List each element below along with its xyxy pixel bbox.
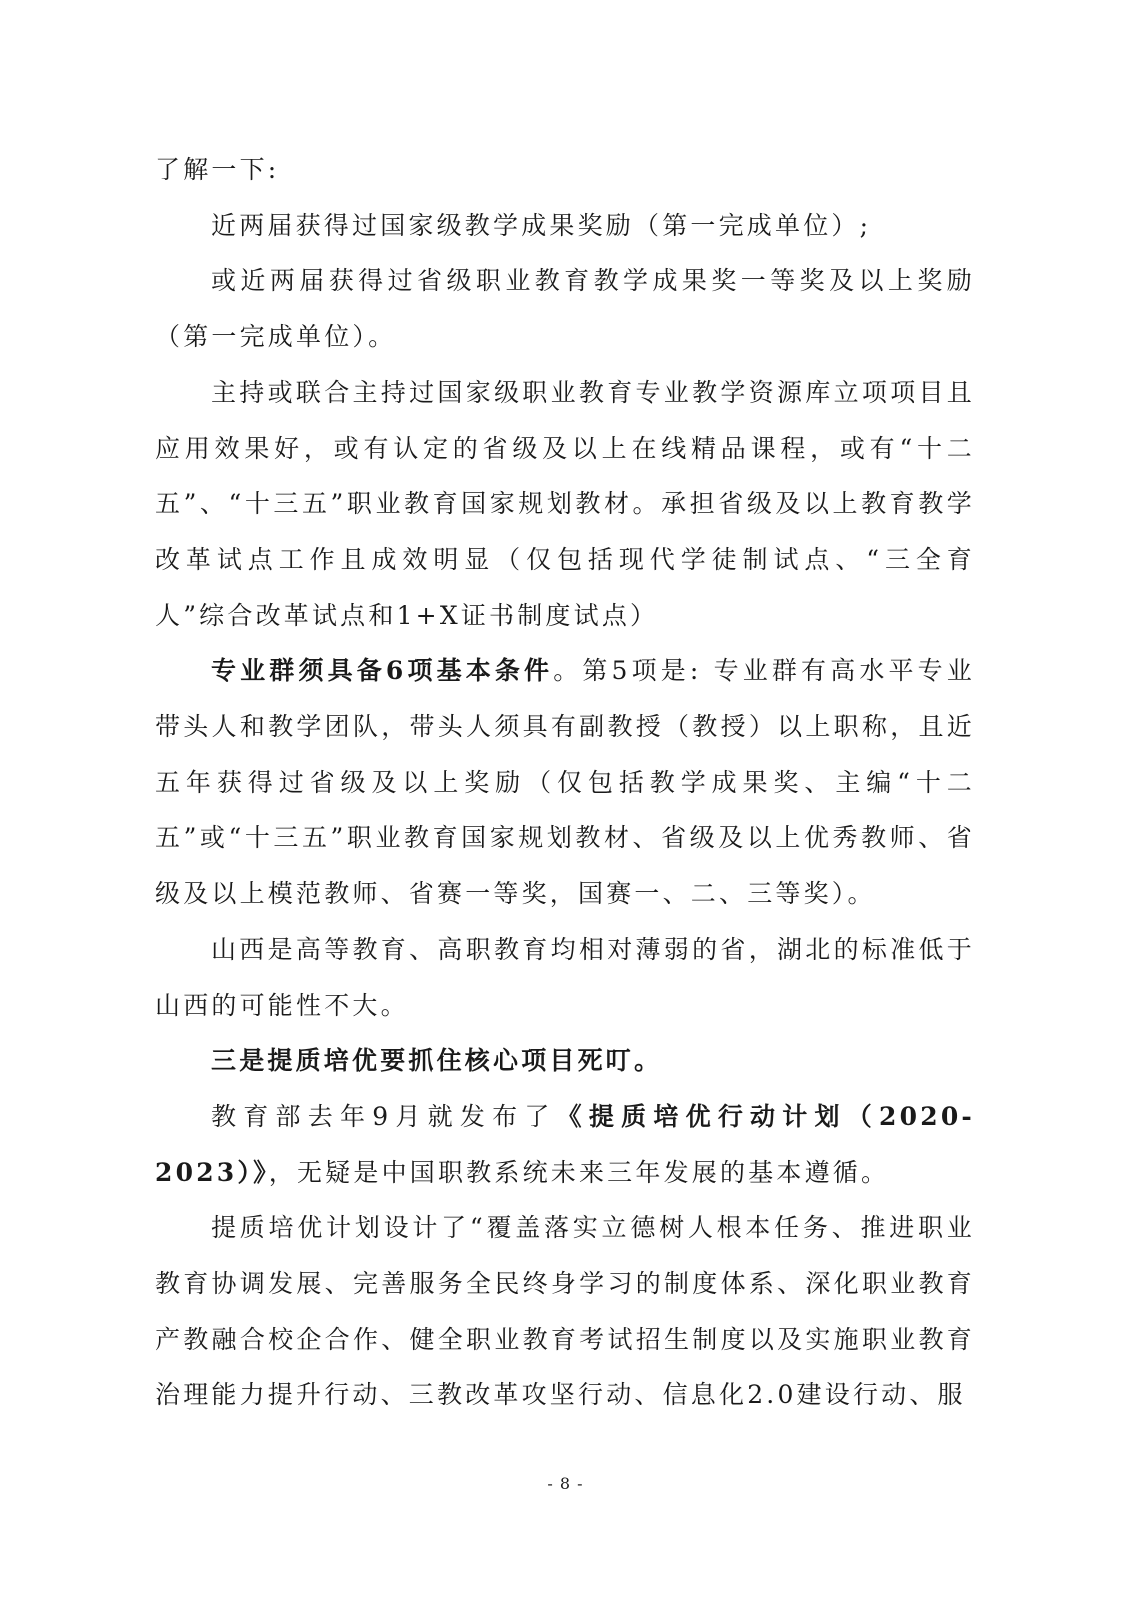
paragraph <box>155 643 975 922</box>
text-run: 。第5项是: 专业群有高水平专业带头人和教学团队，带头人须具有副教授（教授）以上职称，且近五年获得过省级及以上奖励（仅包括教学成果奖、主编“十二五”或“十三五”职业教育国家规划教材、省级及以上优秀教师、省级及以上模范教师、省赛一等奖，国赛一、二、三等奖）。 <box>155 656 976 909</box>
paragraph <box>155 922 975 1033</box>
paragraph <box>155 142 975 198</box>
bold-text-run: 专业群须具备6项基本条件 <box>211 656 554 686</box>
bold-text-run: 《提质培优行动计划（2020-2023）》 <box>155 1101 975 1187</box>
paragraph <box>155 1089 975 1200</box>
text-run: 主持或联合主持过国家级职业教育专业教学资源库立项项目且应用效果好，或有认定的省级及以上在线精品课程，或有“十二五”、“十三五”职业教育国家规划教材。承担省级及以上教育教学改革试点工作且成效明显（仅包括现代学徒制试点、“三全育人”综合改革试点和1+X证书制度试点） <box>155 377 975 630</box>
paragraph <box>155 253 975 364</box>
text-run: 教育部去年9月就发布了 <box>211 1101 557 1131</box>
text-run: 提质培优计划设计了“覆盖落实立德树人根本任务、推进职业教育协调发展、完善服务全民终身学习的制度体系、深化职业教育产教融合校企合作、健全职业教育考试招生制度以及实施职业教育治理能力提升行动、三教改革攻坚行动、信息化2.0建设行动、服 <box>155 1213 975 1410</box>
text-run: 或近两届获得过省级职业教育教学成果奖一等奖及以上奖励（第一完成单位）。 <box>155 266 975 352</box>
paragraph <box>155 1033 975 1089</box>
text-run: 了解一下: <box>155 155 280 184</box>
bold-text-run: 三是提质培优要抓住核心项目死叮。 <box>211 1046 663 1076</box>
document-body <box>155 142 975 1423</box>
paragraph <box>155 1200 975 1423</box>
paragraph <box>155 365 975 644</box>
text-run: 山西是高等教育、高职教育均相对薄弱的省，湖北的标准低于山西的可能性不大。 <box>155 934 975 1020</box>
page-number: - 8 - <box>547 1474 584 1493</box>
text-run: 近两届获得过国家级教学成果奖励（第一完成单位）; <box>211 210 872 240</box>
paragraph <box>155 198 975 254</box>
text-run: ，无疑是中国职教系统未来三年发展的基本遵循。 <box>268 1157 890 1187</box>
